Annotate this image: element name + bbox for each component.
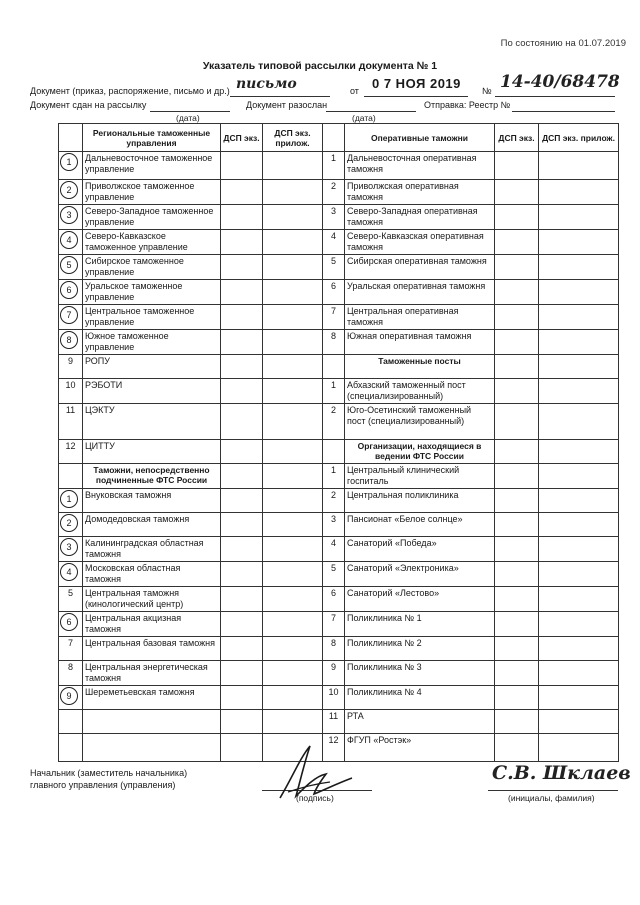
left-recipient-name: Северо-Западное таможенное управление [83,205,221,230]
right-dsp-copies-cell [495,734,539,762]
left-recipient-name: Домодедовская таможня [83,513,221,537]
left-recipient-name: Центральное таможенное управление [83,305,221,330]
right-dsp-copies-cell [495,305,539,330]
left-row-number [59,205,83,230]
right-recipient-name: ФГУП «Ростэк» [345,734,495,762]
right-row-number: 12 [323,734,345,762]
right-dsp-copies-cell [495,489,539,513]
left-row-number [59,537,83,562]
left-row-number [59,330,83,355]
right-recipient-name: Дальневосточная оперативная таможня [345,152,495,180]
table-row [59,180,619,205]
right-section-heading: Таможенные посты [345,355,495,379]
left-row-number: 8 [59,661,83,686]
left-dsp-copies-cell [221,661,263,686]
right-dsp-copies-cell [495,205,539,230]
left-dsp-copies-cell [221,587,263,612]
right-row-number: 4 [323,230,345,255]
right-dsp-copies-cell [495,587,539,612]
right-dsp-copies-cell [495,255,539,280]
right-recipient-name: Приволжская оперативная таможня [345,180,495,205]
circled-number: 6 [60,613,78,631]
left-recipient-name [83,734,221,762]
right-dsp-copies-cell [495,330,539,355]
right-row-number: 6 [323,280,345,305]
left-recipient-name: Северо-Кавказское таможенное управление [83,230,221,255]
right-dsp-attach-cell [539,661,619,686]
name-handwritten: С.В. Шклаев [492,762,631,784]
right-recipient-name: Сибирская оперативная таможня [345,255,495,280]
left-dsp-attach-cell [263,537,323,562]
header-left-number [59,124,83,152]
left-dsp-attach-cell [263,255,323,280]
table-row [59,686,619,710]
circled-number: 7 [60,306,78,324]
table-row [59,513,619,537]
right-row-number: 6 [323,587,345,612]
left-row-number [59,255,83,280]
header-dsp-attach: ДСП экз. прилож. [263,124,323,152]
right-row-number: 11 [323,710,345,734]
left-dsp-copies-cell [221,686,263,710]
right-row-number [323,355,345,379]
left-dsp-attach-cell [263,330,323,355]
right-dsp-copies-cell [495,280,539,305]
left-recipient-name: Внуковская таможня [83,489,221,513]
right-dsp-copies-cell [495,612,539,637]
right-row-number: 3 [323,513,345,537]
left-row-number [59,305,83,330]
right-recipient-name: Поликлиника № 1 [345,612,495,637]
left-dsp-copies-cell [221,562,263,587]
right-row-number [323,440,345,464]
circled-number: 4 [60,231,78,249]
header-regional: Региональные таможенные управления [83,124,221,152]
document-date-stamp: 0 7 НОЯ 2019 [372,76,461,91]
left-dsp-copies-cell [221,464,263,489]
status-date: По состоянию на 01.07.2019 [500,38,626,49]
right-dsp-copies-cell [495,404,539,440]
left-dsp-copies-cell [221,537,263,562]
right-row-number: 5 [323,255,345,280]
table-header-row [59,124,619,152]
table-row [59,379,619,404]
distribution-table [58,123,619,762]
right-dsp-attach-cell [539,562,619,587]
table-row [59,537,619,562]
right-recipient-name: Центральный клинический госпиталь [345,464,495,489]
right-dsp-attach-cell [539,587,619,612]
right-dsp-attach-cell [539,710,619,734]
table-row [59,305,619,330]
right-dsp-attach-cell [539,305,619,330]
right-recipient-name: Поликлиника № 3 [345,661,495,686]
right-dsp-attach-cell [539,255,619,280]
left-dsp-copies-cell [221,180,263,205]
left-recipient-name [83,710,221,734]
left-row-number [59,562,83,587]
left-dsp-copies-cell [221,612,263,637]
left-dsp-attach-cell [263,464,323,489]
circled-number: 1 [60,153,78,171]
right-dsp-copies-cell [495,440,539,464]
name-line [488,790,618,791]
right-dsp-attach-cell [539,355,619,379]
left-recipient-name: ЦИТТУ [83,440,221,464]
right-dsp-copies-cell [495,152,539,180]
right-dsp-copies-cell [495,355,539,379]
left-dsp-attach-cell [263,612,323,637]
document-type-handwritten: письмо [236,76,297,92]
right-dsp-attach-cell [539,537,619,562]
left-dsp-attach-cell [263,205,323,230]
right-dsp-attach-cell [539,180,619,205]
circled-number: 1 [60,490,78,508]
right-dsp-copies-cell [495,686,539,710]
table-row [59,612,619,637]
right-dsp-copies-cell [495,379,539,404]
right-dsp-attach-cell [539,513,619,537]
table-row [59,205,619,230]
right-dsp-copies-cell [495,230,539,255]
position-line-1: Начальник (заместитель начальника) [30,768,188,778]
left-dsp-attach-cell [263,637,323,661]
left-dsp-attach-cell [263,562,323,587]
left-row-number [59,686,83,710]
left-dsp-copies-cell [221,440,263,464]
right-row-number: 2 [323,489,345,513]
left-row-number: 11 [59,404,83,440]
left-row-number [59,513,83,537]
right-row-number: 5 [323,562,345,587]
right-recipient-name: Санаторий «Лестово» [345,587,495,612]
table-row [59,562,619,587]
left-dsp-attach-cell [263,404,323,440]
right-dsp-copies-cell [495,637,539,661]
left-recipient-name: ЦЭКТУ [83,404,221,440]
right-recipient-name: Санаторий «Электроника» [345,562,495,587]
dispatch-underline [512,99,615,112]
left-recipient-name: Приволжское таможенное управление [83,180,221,205]
right-recipient-name: Поликлиника № 2 [345,637,495,661]
submitted-label: Документ сдан на рассылку [30,100,147,110]
header-right-number [323,124,345,152]
right-dsp-copies-cell [495,180,539,205]
right-recipient-name: Юго-Осетинский таможенный пост (специализированный) [345,404,495,440]
circled-number: 3 [60,206,78,224]
left-recipient-name: Сибирское таможенное управление [83,255,221,280]
position-line-2: главного управления (управления) [30,780,176,790]
table-row [59,404,619,440]
left-dsp-copies-cell [221,255,263,280]
table-row [59,255,619,280]
right-dsp-attach-cell [539,152,619,180]
left-recipient-name: Центральная таможня (кинологический центр) [83,587,221,612]
right-dsp-attach-cell [539,379,619,404]
right-recipient-name: Центральная оперативная таможня [345,305,495,330]
right-dsp-attach-cell [539,686,619,710]
right-recipient-name: Северо-Кавказская оперативная таможня [345,230,495,255]
left-dsp-attach-cell [263,661,323,686]
left-dsp-copies-cell [221,489,263,513]
circled-number: 6 [60,281,78,299]
left-dsp-copies-cell [221,330,263,355]
left-dsp-attach-cell [263,180,323,205]
left-row-number: 7 [59,637,83,661]
left-row-number [59,489,83,513]
header-dsp-attach-right: ДСП экз. прилож. [539,124,619,152]
left-recipient-name: РЭБОТИ [83,379,221,404]
right-row-number: 7 [323,305,345,330]
left-recipient-name: РОПУ [83,355,221,379]
table-row [59,280,619,305]
left-dsp-copies-cell [221,513,263,537]
right-dsp-attach-cell [539,280,619,305]
table-row [59,440,619,464]
table-row [59,230,619,255]
left-recipient-name: Калининградская областная таможня [83,537,221,562]
right-recipient-name: Южная оперативная таможня [345,330,495,355]
right-section-heading: Организации, находящиеся в ведении ФТС России [345,440,495,464]
left-dsp-attach-cell [263,280,323,305]
document-number-handwritten: 14-40/68478 [500,72,620,92]
right-recipient-name: Пансионат «Белое солнце» [345,513,495,537]
left-dsp-attach-cell [263,379,323,404]
header-dsp-copies: ДСП экз. [221,124,263,152]
right-row-number: 1 [323,152,345,180]
left-dsp-copies-cell [221,379,263,404]
left-dsp-copies-cell [221,152,263,180]
right-dsp-copies-cell [495,513,539,537]
dispatch-label: Отправка: Реестр № [424,100,511,110]
left-dsp-copies-cell [221,305,263,330]
right-row-number: 2 [323,180,345,205]
left-row-number [59,152,83,180]
date-caption-sent: (дата) [352,113,376,123]
right-dsp-attach-cell [539,734,619,762]
left-dsp-attach-cell [263,440,323,464]
left-dsp-copies-cell [221,280,263,305]
left-dsp-attach-cell [263,355,323,379]
circled-number: 2 [60,514,78,532]
left-recipient-name: Дальневосточное таможенное управление [83,152,221,180]
right-row-number: 2 [323,404,345,440]
right-dsp-attach-cell [539,440,619,464]
right-dsp-attach-cell [539,612,619,637]
left-recipient-name: Центральная базовая таможня [83,637,221,661]
left-row-number [59,280,83,305]
table-row [59,152,619,180]
left-row-number [59,464,83,489]
page-title: Указатель типовой рассылки документа № 1 [202,60,438,72]
right-dsp-attach-cell [539,230,619,255]
right-row-number: 1 [323,379,345,404]
right-dsp-attach-cell [539,330,619,355]
left-dsp-attach-cell [263,587,323,612]
left-dsp-copies-cell [221,404,263,440]
right-row-number: 8 [323,330,345,355]
left-section-heading: Таможни, непосредственно подчиненные ФТС России [83,464,221,489]
table-row [59,330,619,355]
document-number-label: № [482,86,492,96]
left-dsp-copies-cell [221,230,263,255]
left-row-number: 5 [59,587,83,612]
right-recipient-name: Поликлиника № 4 [345,686,495,710]
right-dsp-copies-cell [495,537,539,562]
signature-caption: (подпись) [296,793,334,803]
left-recipient-name: Уральское таможенное управление [83,280,221,305]
left-row-number [59,180,83,205]
table-row [59,489,619,513]
document-type-label: Документ (приказ, распоряжение, письмо и др.) [30,86,230,96]
circled-number: 2 [60,181,78,199]
right-dsp-copies-cell [495,661,539,686]
table-row [59,464,619,489]
right-recipient-name: Абхазский таможенный пост (специализированный) [345,379,495,404]
left-recipient-name: Центральная энергетическая таможня [83,661,221,686]
left-row-number [59,612,83,637]
right-row-number: 1 [323,464,345,489]
table-row [59,637,619,661]
right-recipient-name: Центральная поликлиника [345,489,495,513]
submitted-underline [150,99,230,112]
date-caption-submitted: (дата) [176,113,200,123]
left-row-number [59,710,83,734]
circled-number: 9 [60,687,78,705]
right-row-number: 8 [323,637,345,661]
sent-label: Документ разослан [246,100,328,110]
left-recipient-name: Шереметьевская таможня [83,686,221,710]
left-row-number [59,734,83,762]
right-dsp-attach-cell [539,489,619,513]
left-recipient-name: Московская областная таможня [83,562,221,587]
left-dsp-attach-cell [263,305,323,330]
table-row [59,355,619,379]
right-row-number: 10 [323,686,345,710]
left-dsp-attach-cell [263,513,323,537]
left-dsp-copies-cell [221,710,263,734]
table-row [59,710,619,734]
table-row [59,661,619,686]
left-dsp-copies-cell [221,637,263,661]
right-row-number: 4 [323,537,345,562]
left-dsp-copies-cell [221,734,263,762]
left-dsp-attach-cell [263,230,323,255]
right-row-number: 3 [323,205,345,230]
right-recipient-name: РТА [345,710,495,734]
left-dsp-attach-cell [263,152,323,180]
left-dsp-attach-cell [263,686,323,710]
left-row-number: 10 [59,379,83,404]
right-dsp-attach-cell [539,464,619,489]
left-row-number: 9 [59,355,83,379]
right-dsp-copies-cell [495,710,539,734]
left-recipient-name: Южное таможенное управление [83,330,221,355]
left-dsp-copies-cell [221,355,263,379]
left-dsp-copies-cell [221,205,263,230]
left-row-number: 12 [59,440,83,464]
right-dsp-attach-cell [539,205,619,230]
left-dsp-attach-cell [263,489,323,513]
table-row [59,587,619,612]
circled-number: 4 [60,563,78,581]
right-row-number: 9 [323,661,345,686]
document-date-label: от [350,86,359,96]
circled-number: 5 [60,256,78,274]
sent-underline [326,99,416,112]
left-recipient-name: Центральная акцизная таможня [83,612,221,637]
header-operational: Оперативные таможни [345,124,495,152]
left-dsp-attach-cell [263,710,323,734]
circled-number: 8 [60,331,78,349]
right-row-number: 7 [323,612,345,637]
left-row-number [59,230,83,255]
right-dsp-attach-cell [539,637,619,661]
right-recipient-name: Уральская оперативная таможня [345,280,495,305]
right-dsp-attach-cell [539,404,619,440]
circled-number: 3 [60,538,78,556]
name-caption: (инициалы, фамилия) [508,793,595,803]
right-recipient-name: Северо-Западная оперативная таможня [345,205,495,230]
right-dsp-copies-cell [495,562,539,587]
right-dsp-copies-cell [495,464,539,489]
right-recipient-name: Санаторий «Победа» [345,537,495,562]
header-dsp-copies-right: ДСП экз. [495,124,539,152]
